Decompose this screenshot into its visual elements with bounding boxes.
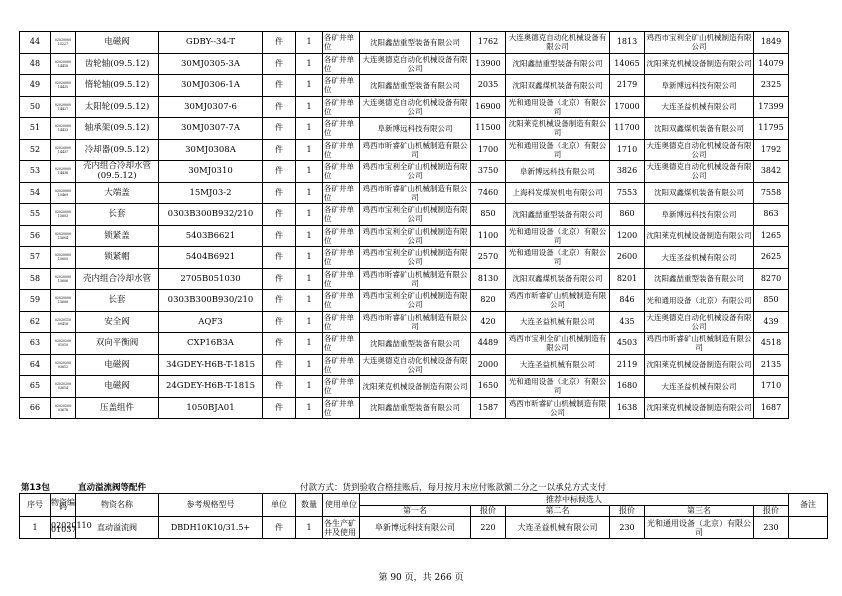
- material-name-cell: 电磁阀: [76, 32, 159, 54]
- header-price-3: 报价: [754, 506, 789, 517]
- material-name-cell: 长套: [76, 290, 159, 312]
- seq-cell: 56: [20, 225, 51, 247]
- quantity-cell: 1: [296, 75, 323, 97]
- seq-cell: 1: [20, 517, 51, 539]
- quantity-cell: 1: [296, 225, 323, 247]
- material-code-cell: 02020200 03612: [51, 354, 76, 376]
- third-candidate-cell: 光和通用设备（北京）有限公司: [645, 290, 754, 312]
- third-price-cell: 863: [754, 204, 789, 226]
- material-name-cell: 壳内组合冷却水管(09.5.12): [76, 161, 159, 183]
- second-candidate-cell: 沈阳莱克机械设备制造有限公司: [506, 118, 610, 140]
- third-candidate-cell: 大连圣益机械有限公司: [645, 96, 754, 118]
- first-candidate-cell: 大连奥德克自动化机械设备有限公司: [360, 96, 471, 118]
- unit-cell: 件: [263, 290, 296, 312]
- material-name-cell: 太阳轮(09.5.12): [76, 96, 159, 118]
- material-code-cell: 02020000 15606: [51, 268, 76, 290]
- model-cell: DBDH10K10/31.5+: [159, 517, 263, 539]
- first-candidate-cell: 沈阳鑫喆重型装备有限公司: [360, 75, 471, 97]
- model-cell: 30MJ0310: [159, 161, 263, 183]
- user-unit-cell: 各矿井单位: [323, 290, 360, 312]
- model-cell: 30MJ0307-6: [159, 96, 263, 118]
- material-name-cell: 长套: [76, 204, 159, 226]
- second-price-cell: 17000: [610, 96, 645, 118]
- quantity-cell: 1: [296, 247, 323, 269]
- first-candidate-cell: 鸡西市宝利全矿山机械制造有限公司: [360, 161, 471, 183]
- first-candidate-cell: 阜新博远科技有限公司: [360, 517, 471, 539]
- first-price-cell: 3750: [471, 161, 506, 183]
- second-candidate-cell: 沈阳鑫喆重型装备有限公司: [506, 53, 610, 75]
- second-price-cell: 1200: [610, 225, 645, 247]
- quantity-cell: 1: [296, 32, 323, 54]
- material-code-cell: 02020000 15604: [51, 225, 76, 247]
- table-row: [20, 118, 789, 140]
- third-candidate-cell: 阜新博远科技有限公司: [645, 75, 754, 97]
- third-price-cell: 2625: [754, 247, 789, 269]
- first-candidate-cell: 鸡西市宝利全矿山机械制造有限公司: [360, 204, 471, 226]
- material-code-cell: 02020000 15605: [51, 247, 76, 269]
- second-candidate-cell: 沈阳双鑫煤机装备有限公司: [506, 268, 610, 290]
- quantity-cell: 1: [296, 268, 323, 290]
- second-price-cell: 8201: [610, 268, 645, 290]
- seq-cell: 48: [20, 53, 51, 75]
- table-row: [20, 204, 789, 226]
- first-price-cell: 1700: [471, 139, 506, 161]
- quantity-cell: 1: [296, 118, 323, 140]
- seq-cell: 50: [20, 96, 51, 118]
- table-row: [20, 333, 789, 355]
- user-unit-cell: 各生产矿井及使用: [323, 517, 360, 539]
- first-price-cell: 1587: [471, 397, 506, 419]
- material-code-cell: 02020000 15469: [51, 182, 76, 204]
- unit-cell: 件: [263, 247, 296, 269]
- first-candidate-cell: 大连奥德克自动化机械设备有限公司: [360, 53, 471, 75]
- seq-cell: 53: [20, 161, 51, 183]
- quantity-cell: 1: [296, 161, 323, 183]
- table-row: [20, 397, 789, 419]
- user-unit-cell: 各矿井单位: [323, 354, 360, 376]
- seq-cell: 49: [20, 75, 51, 97]
- unit-cell: 件: [263, 161, 296, 183]
- second-price-cell: 1680: [610, 376, 645, 398]
- model-cell: 5404B6921: [159, 247, 263, 269]
- user-unit-cell: 各矿井单位: [323, 268, 360, 290]
- second-candidate-cell: 沈阳鑫喆重型装备有限公司: [506, 204, 610, 226]
- second-price-cell: 2119: [610, 354, 645, 376]
- seq-cell: 64: [20, 354, 51, 376]
- material-name-cell: 电磁阀: [76, 376, 159, 398]
- third-candidate-cell: 沈阳莱克机械设备制造有限公司: [645, 397, 754, 419]
- unit-cell: 件: [263, 225, 296, 247]
- first-price-cell: 820: [471, 290, 506, 312]
- table-row: [20, 268, 789, 290]
- quantity-cell: 1: [296, 182, 323, 204]
- second-candidate-cell: 光和通用设备（北京）有限公司: [506, 247, 610, 269]
- second-candidate-cell: 光和通用设备（北京）有限公司: [506, 139, 610, 161]
- second-candidate-cell: 光和通用设备（北京）有限公司: [506, 96, 610, 118]
- table-row: [20, 225, 789, 247]
- second-candidate-cell: 上海科发煤炭机电有限公司: [506, 182, 610, 204]
- third-candidate-cell: 沈阳莱克机械设备制造有限公司: [645, 354, 754, 376]
- seq-cell: 63: [20, 333, 51, 355]
- unit-cell: 件: [263, 32, 296, 54]
- table-row: [20, 247, 789, 269]
- second-candidate-cell: 光和通用设备（北京）有限公司: [506, 225, 610, 247]
- third-candidate-cell: 沈阳双鑫煤机装备有限公司: [645, 182, 754, 204]
- first-candidate-cell: 鸡西市昕睿矿山机械制造有限公司: [360, 268, 471, 290]
- header-price-2: 报价: [610, 506, 645, 517]
- material-code-cell: 02020000 14437: [51, 139, 76, 161]
- user-unit-cell: 各矿井单位: [323, 376, 360, 398]
- model-cell: 30MJ0306-1A: [159, 75, 263, 97]
- header-model: 参考规格型号: [159, 494, 263, 517]
- model-cell: 30MJ0305-3A: [159, 53, 263, 75]
- material-code-cell: 02020000 15608: [51, 290, 76, 312]
- quantity-cell: 1: [296, 53, 323, 75]
- material-code-cell: 02020200 03614: [51, 376, 76, 398]
- model-cell: AQF3: [159, 311, 263, 333]
- material-code-cell: 02020000 14418: [51, 53, 76, 75]
- third-candidate-cell: 鸡西市昕睿矿山机械制造有限公司: [646, 334, 752, 353]
- table-row: [20, 376, 789, 398]
- model-cell: CXP16B3A: [159, 333, 263, 355]
- second-candidate-cell: 大连奥德克自动化机械设备有限公司: [506, 32, 610, 54]
- material-name-cell: 压盖组件: [76, 397, 159, 419]
- first-price-cell: 2000: [471, 354, 506, 376]
- first-candidate-cell: 鸡西市昕睿矿山机械制造有限公司: [360, 139, 471, 161]
- quantity-cell: 1: [296, 139, 323, 161]
- user-unit-cell: 各矿井单位: [323, 32, 360, 54]
- second-price-cell: 846: [610, 290, 645, 312]
- first-price-cell: 1650: [471, 376, 506, 398]
- model-cell: 0303B300B932/210: [159, 204, 263, 226]
- header-code: 物资编码: [51, 494, 76, 517]
- bid-table-package-12: [19, 31, 789, 419]
- material-name-cell: 惰轮轴(09.5.12): [76, 75, 159, 97]
- seq-cell: 51: [20, 118, 51, 140]
- unit-cell: 件: [263, 139, 296, 161]
- first-price-cell: 420: [471, 311, 506, 333]
- third-candidate-cell: 大连圣益机械有限公司: [645, 376, 754, 398]
- third-price-cell: 1687: [754, 397, 789, 419]
- first-price-cell: 1100: [471, 225, 506, 247]
- material-name-cell: 直动溢流阀: [76, 517, 159, 539]
- second-price-cell: 3826: [610, 161, 645, 183]
- seq-cell: 55: [20, 204, 51, 226]
- material-name-cell: 锁紧帽: [76, 247, 159, 269]
- unit-cell: 件: [263, 376, 296, 398]
- first-candidate-cell: 沈阳莱克机械设备制造有限公司: [360, 376, 471, 398]
- third-price-cell: 8270: [754, 268, 789, 290]
- table-row: [20, 290, 789, 312]
- seq-cell: 62: [20, 311, 51, 333]
- second-price-cell: 4503: [610, 333, 645, 355]
- second-price-cell: 14065: [610, 53, 645, 75]
- first-price-cell: 850: [471, 204, 506, 226]
- table-row: [20, 161, 789, 183]
- second-candidate-cell: 沈阳双鑫煤机装备有限公司: [506, 75, 610, 97]
- seq-cell: 52: [20, 139, 51, 161]
- third-price-cell: 1792: [754, 139, 789, 161]
- table-row: [20, 517, 828, 539]
- third-candidate-cell: 沈阳双鑫煤机装备有限公司: [645, 118, 754, 140]
- bid-table-package-13: [19, 493, 828, 539]
- quantity-cell: 1: [296, 376, 323, 398]
- third-candidate-cell: 光和通用设备（北京）有限公司: [645, 517, 754, 539]
- unit-cell: 件: [263, 397, 296, 419]
- header-name: 物资名称: [76, 494, 159, 517]
- quantity-cell: 1: [296, 354, 323, 376]
- first-price-cell: 8130: [471, 268, 506, 290]
- model-cell: 34GDEY-H6B-T-1815: [159, 354, 263, 376]
- second-candidate-cell: 阜新博远科技有限公司: [506, 161, 610, 183]
- third-price-cell: 17399: [754, 96, 789, 118]
- second-candidate-cell: 光和通用设备（北京）有限公司: [506, 376, 610, 398]
- material-code-cell: 02020000 15603: [51, 204, 76, 226]
- third-price-cell: 1265: [754, 225, 789, 247]
- table-row: [20, 354, 789, 376]
- user-unit-cell: 各矿井单位: [323, 53, 360, 75]
- material-name-cell: 轴承架(09.5.12): [76, 118, 159, 140]
- material-code-cell: 02020110 01037: [51, 517, 76, 539]
- seq-cell: 65: [20, 376, 51, 398]
- user-unit-cell: 各矿井单位: [323, 397, 360, 419]
- third-candidate-cell: 大连圣益机械有限公司: [645, 247, 754, 269]
- second-price-cell: 230: [610, 517, 645, 539]
- table-row: [20, 182, 789, 204]
- second-price-cell: 1813: [610, 32, 645, 54]
- second-price-cell: 1638: [610, 397, 645, 419]
- material-code-cell: 02020000 14433: [51, 118, 76, 140]
- model-cell: GDBY--34-T: [159, 32, 263, 54]
- header-qty: 数量: [296, 494, 323, 517]
- material-code-cell: 02020110 00418: [51, 311, 76, 333]
- model-cell: 30MJ0308A: [159, 139, 263, 161]
- material-name-cell: 冷却器(09.5.12): [76, 139, 159, 161]
- user-unit-cell: 各矿井单位: [323, 225, 360, 247]
- material-code-cell: 02020000 14438: [51, 161, 76, 183]
- user-unit-cell: 各矿井单位: [323, 182, 360, 204]
- first-price-cell: 11500: [471, 118, 506, 140]
- first-candidate-cell: 大连奥德克自动化机械设备有限公司: [360, 354, 471, 376]
- material-name-cell: 齿轮轴(09.5.12): [76, 53, 159, 75]
- table-row: [20, 32, 789, 54]
- quantity-cell: 1: [296, 96, 323, 118]
- third-candidate-cell: 鸡西市宝利全矿山机械制造有限公司: [646, 33, 752, 52]
- user-unit-cell: 各矿井单位: [323, 204, 360, 226]
- unit-cell: 件: [263, 182, 296, 204]
- first-candidate-cell: 鸡西市宝利全矿山机械制造有限公司: [360, 290, 471, 312]
- seq-cell: 59: [20, 290, 51, 312]
- unit-cell: 件: [263, 75, 296, 97]
- first-price-cell: 7460: [471, 182, 506, 204]
- unit-cell: 件: [263, 268, 296, 290]
- package-number: 第13包: [21, 483, 50, 493]
- first-price-cell: 2035: [471, 75, 506, 97]
- third-price-cell: 3842: [754, 161, 789, 183]
- remark-cell: [789, 517, 828, 539]
- package-title: 直动溢流阀等配件: [78, 483, 147, 493]
- second-price-cell: 2600: [610, 247, 645, 269]
- page-number: 第 90 页，共 266 页: [378, 573, 464, 583]
- third-candidate-cell: 沈阳莱克机械设备制造有限公司: [645, 225, 754, 247]
- first-price-cell: 2570: [471, 247, 506, 269]
- second-candidate-cell: 大连圣益机械有限公司: [506, 517, 610, 539]
- header-price-1: 报价: [471, 506, 506, 517]
- second-price-cell: 7553: [610, 182, 645, 204]
- user-unit-cell: 各矿井单位: [323, 247, 360, 269]
- material-name-cell: 锁紧盖: [76, 225, 159, 247]
- unit-cell: 件: [263, 96, 296, 118]
- material-name-cell: 安全阀: [76, 311, 159, 333]
- table-row: [20, 311, 789, 333]
- first-candidate-cell: 沈阳鑫喆重型装备有限公司: [360, 333, 471, 355]
- header-second: 第二名: [506, 506, 610, 517]
- third-price-cell: 7558: [754, 182, 789, 204]
- material-code-cell: 02020000 15227: [51, 32, 76, 54]
- first-candidate-cell: 沈阳鑫喆重型装备有限公司: [360, 397, 471, 419]
- third-candidate-cell: 大连奥德克自动化机械设备有限公司: [646, 140, 752, 159]
- first-candidate-cell: 鸡西市昕睿矿山机械制造有限公司: [360, 311, 471, 333]
- seq-cell: 44: [20, 32, 51, 54]
- user-unit-cell: 各矿井单位: [323, 75, 360, 97]
- header-unit: 单位: [263, 494, 296, 517]
- table-row: [20, 96, 789, 118]
- material-code-cell: 02020200 03678: [51, 397, 76, 419]
- model-cell: 30MJ0307-7A: [159, 118, 263, 140]
- seq-cell: 57: [20, 247, 51, 269]
- user-unit-cell: 各矿井单位: [323, 118, 360, 140]
- third-price-cell: 230: [754, 517, 789, 539]
- quantity-cell: 1: [296, 204, 323, 226]
- first-price-cell: 220: [471, 517, 506, 539]
- quantity-cell: 1: [296, 290, 323, 312]
- third-price-cell: 439: [754, 311, 789, 333]
- third-price-cell: 850: [754, 290, 789, 312]
- third-candidate-cell: 大连奥德克自动化机械设备有限公司: [646, 312, 752, 331]
- second-candidate-cell: 鸡西市宝利全矿山机械制造有限公司: [506, 333, 610, 355]
- third-candidate-cell: 大连奥德克自动化机械设备有限公司: [646, 162, 752, 181]
- seq-cell: 54: [20, 182, 51, 204]
- quantity-cell: 1: [296, 397, 323, 419]
- unit-cell: 件: [263, 333, 296, 355]
- second-candidate-cell: 大连圣益机械有限公司: [506, 354, 610, 376]
- material-code-cell: 02020000 14427: [51, 96, 76, 118]
- second-price-cell: 435: [610, 311, 645, 333]
- user-unit-cell: 各矿井单位: [323, 333, 360, 355]
- quantity-cell: 1: [296, 517, 323, 539]
- model-cell: 24GDEY-H6B-T-1815: [159, 376, 263, 398]
- first-price-cell: 16900: [471, 96, 506, 118]
- third-candidate-cell: 阜新博远科技有限公司: [645, 204, 754, 226]
- user-unit-cell: 各矿井单位: [323, 161, 360, 183]
- first-candidate-cell: 鸡西市昕睿矿山机械制造有限公司: [360, 182, 471, 204]
- unit-cell: 件: [263, 354, 296, 376]
- quantity-cell: 1: [296, 333, 323, 355]
- third-candidate-cell: 沈阳莱克机械设备制造有限公司: [645, 53, 754, 75]
- third-price-cell: 11795: [754, 118, 789, 140]
- third-price-cell: 14079: [754, 53, 789, 75]
- first-candidate-cell: 阜新博远科技有限公司: [360, 118, 471, 140]
- header-use: 使用单位: [323, 494, 360, 517]
- payment-terms: 付款方式：货到验收合格挂账后，每月按月末应付账款额二分之一以承兑方式支付: [300, 483, 607, 493]
- material-name-cell: 壳内组合冷却水管: [76, 268, 159, 290]
- table-row: [20, 139, 789, 161]
- unit-cell: 件: [263, 311, 296, 333]
- second-candidate-cell: 鸡西市昕睿矿山机械制造有限公司: [506, 290, 610, 312]
- material-code-cell: 02020000 14425: [51, 75, 76, 97]
- third-price-cell: 4518: [754, 333, 789, 355]
- unit-cell: 件: [263, 204, 296, 226]
- first-candidate-cell: 鸡西市宝利全矿山机械制造有限公司: [360, 225, 471, 247]
- header-seq: 序号: [20, 494, 51, 517]
- first-price-cell: 13900: [471, 53, 506, 75]
- material-code-cell: 02020200 01010: [51, 333, 76, 355]
- first-price-cell: 1762: [471, 32, 506, 54]
- unit-cell: 件: [263, 118, 296, 140]
- model-cell: 2705B051030: [159, 268, 263, 290]
- model-cell: 0303B300B930/210: [159, 290, 263, 312]
- model-cell: 5403B6621: [159, 225, 263, 247]
- table-row: [20, 75, 789, 97]
- user-unit-cell: 各矿井单位: [323, 96, 360, 118]
- model-cell: 15MJ03-2: [159, 182, 263, 204]
- third-price-cell: 2325: [754, 75, 789, 97]
- third-price-cell: 1710: [754, 376, 789, 398]
- header-first: 第一名: [360, 506, 471, 517]
- second-price-cell: 1710: [610, 139, 645, 161]
- second-candidate-cell: 大连圣益机械有限公司: [506, 311, 610, 333]
- third-price-cell: 2135: [754, 354, 789, 376]
- seq-cell: 66: [20, 397, 51, 419]
- table-row: [20, 53, 789, 75]
- second-price-cell: 2179: [610, 75, 645, 97]
- user-unit-cell: 各矿井单位: [323, 139, 360, 161]
- first-candidate-cell: 鸡西市宝利全矿山机械制造有限公司: [360, 247, 471, 269]
- seq-cell: 58: [20, 268, 51, 290]
- second-price-cell: 860: [610, 204, 645, 226]
- third-price-cell: 1849: [754, 32, 789, 54]
- model-cell: 1050BJA01: [159, 397, 263, 419]
- unit-cell: 件: [263, 517, 296, 539]
- material-name-cell: 双向平衡阀: [76, 333, 159, 355]
- header-recommended: 推荐中标候选人: [360, 494, 789, 506]
- header-row: [20, 494, 828, 506]
- unit-cell: 件: [263, 53, 296, 75]
- third-candidate-cell: 沈阳鑫喆重型装备有限公司: [645, 268, 754, 290]
- first-candidate-cell: 沈阳鑫喆重型装备有限公司: [360, 32, 471, 54]
- user-unit-cell: 各矿井单位: [323, 311, 360, 333]
- header-third: 第三名: [645, 506, 754, 517]
- second-price-cell: 11700: [610, 118, 645, 140]
- quantity-cell: 1: [296, 311, 323, 333]
- material-name-cell: 电磁阀: [76, 354, 159, 376]
- material-name-cell: 大端盖: [76, 182, 159, 204]
- second-candidate-cell: 鸡西市昕睿矿山机械制造有限公司: [506, 397, 610, 419]
- header-remark: 备注: [789, 494, 828, 517]
- first-price-cell: 4489: [471, 333, 506, 355]
